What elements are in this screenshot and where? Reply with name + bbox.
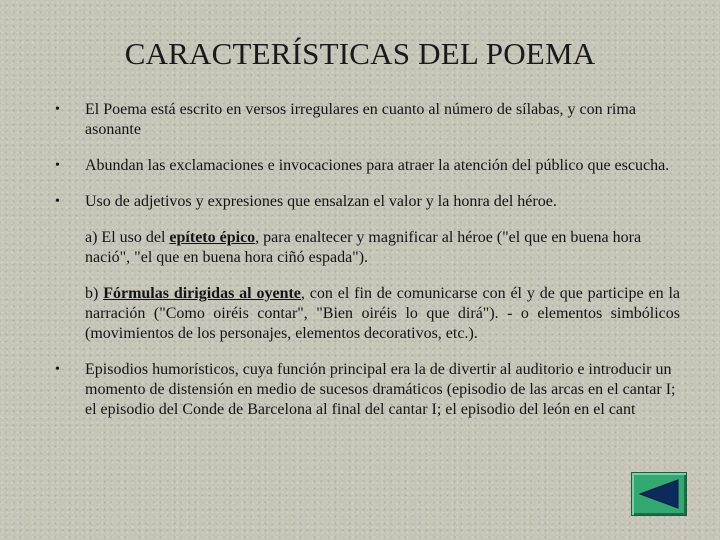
bullet-item-humor (52, 360, 680, 420)
bullet-dot: • (55, 102, 60, 117)
sub-item-rest: , para enaltecer y magnificar al héroe ("el que en buena hora nació", "el que en buena hora ciñó espada"). (85, 229, 642, 266)
sub-item-rest: , con el fin de comunicarse con él y de que participe en la narración ("Como oiréis contar", "Bien oiréis lo que dirá"). - o elementos simbólicos (movimientos de los personajes, elementos decorativos, etc.). (85, 285, 681, 342)
bullet-text: Episodios humorísticos, cuya función principal era la de divertir al auditorio e introducir un momento de distensión en medio de sucesos dramáticos (episodio de las arcas en el cantar I; el episodio del Conde de Barcelona al final del cantar I; el episodio del león en el cant (85, 361, 676, 418)
sub-item-formulas (52, 284, 680, 344)
sub-item-prefix: b) (85, 285, 104, 302)
bullet-item-exclamations (52, 156, 680, 176)
triangle-left-icon (632, 473, 686, 515)
bullet-dot: • (55, 158, 60, 173)
bullet-item-verses (52, 100, 680, 140)
bullet-dot: • (55, 362, 60, 377)
bullet-dot: • (55, 194, 60, 209)
back-nav-button[interactable] (631, 472, 687, 516)
bullet-item-adjectives (52, 192, 680, 212)
slide-title: CARACTERÍSTICAS DEL POEMA (124, 36, 596, 71)
sub-item-epithet (52, 228, 680, 268)
bullet-text: El Poema está escrito en versos irregulares en cuanto al número de sílabas, y con rima asonante (85, 101, 636, 138)
term-epiteto-epico: epíteto épico (169, 229, 256, 246)
sub-item-prefix: a) El uso del (85, 229, 170, 246)
bullet-text: Uso de adjetivos y expresiones que ensalzan el valor y la honra del héroe. (85, 193, 557, 210)
slide-content (52, 100, 680, 436)
term-formulas-oyente: Fórmulas dirigidas al oyente (103, 285, 301, 302)
bullet-text: Abundan las exclamaciones e invocaciones para atraer la atención del público que escucha. (85, 157, 670, 174)
